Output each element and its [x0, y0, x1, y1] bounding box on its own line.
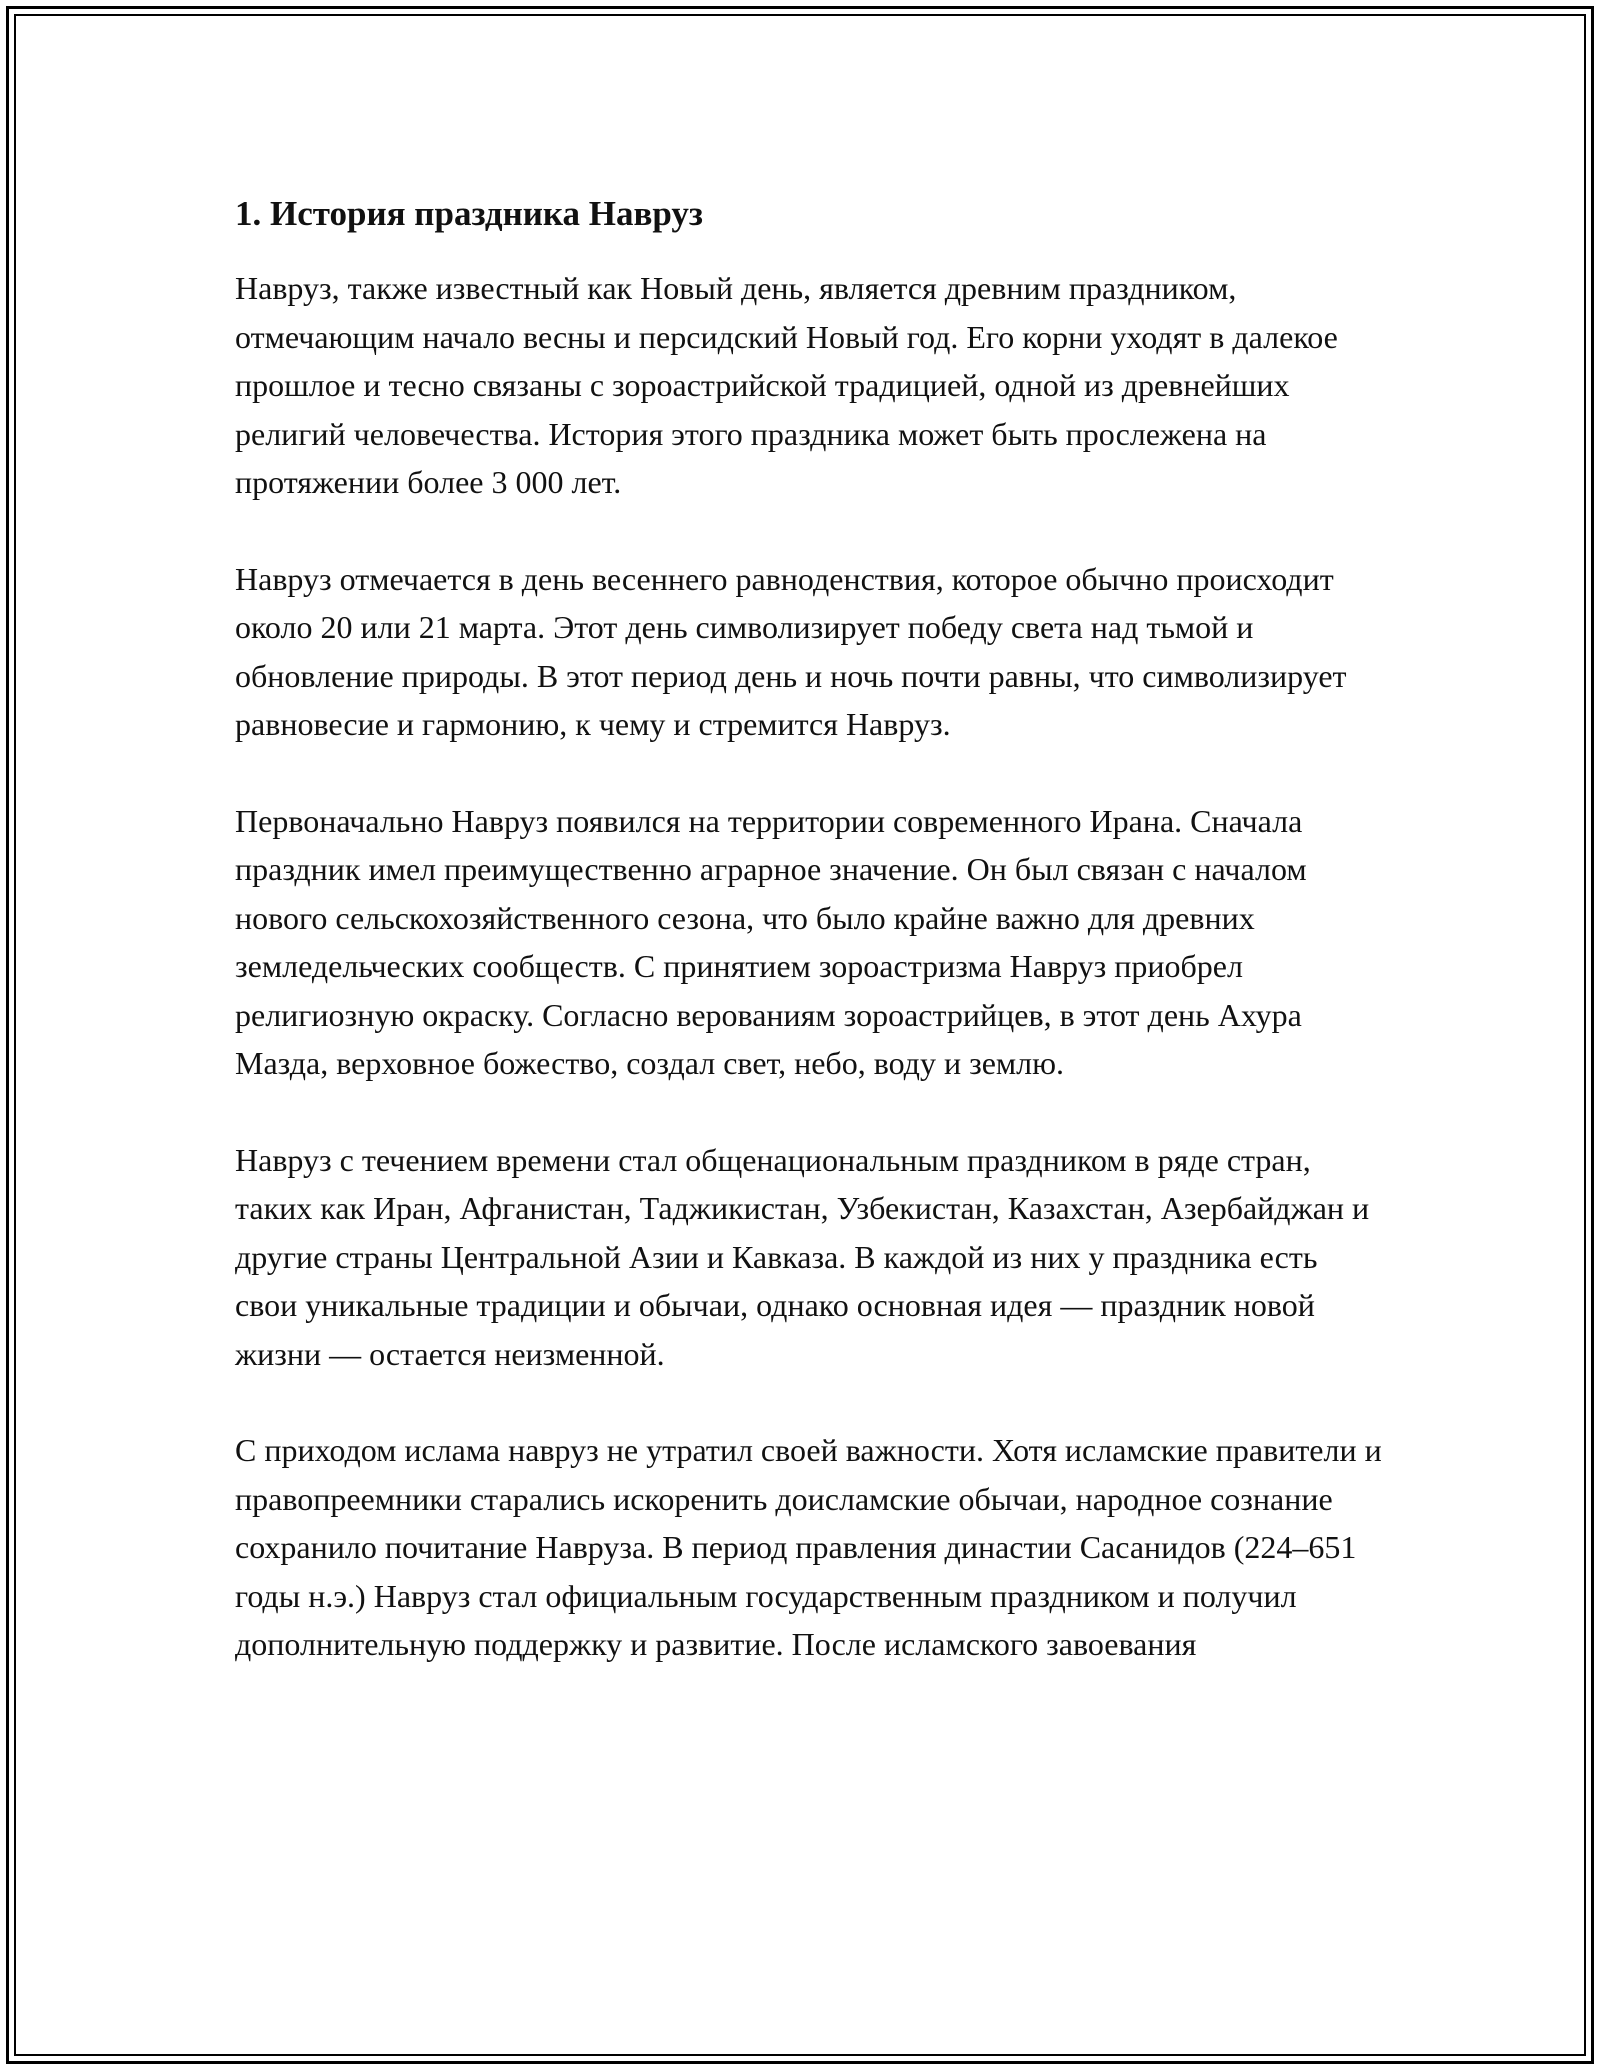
section-heading: 1. История праздника Навруз [235, 194, 703, 233]
paragraph-5: С приходом ислама навруз не утратил своей важности. Хотя исламские правители и правопреемники старались искоренить доисламские обычаи, народное сознание сохранило почитание Навруза. В период правления династии Сасанидов (224–651 годы н.э.) Навруз стал официальным государственным праздником и получил дополнительную поддержку и развитие. После исламского завоевания [235, 1432, 1382, 1662]
paragraph-4: Навруз с течением времени стал общенациональным праздником в ряде стран, таких как Иран, Афганистан, Таджикистан, Узбекистан, Казахстан, Азербайджан и другие страны Центральной Азии и Кавказа. В каждой из них у праздника есть свои уникальные традиции и обычаи, однако основная идея — праздник новой жизни — остается неизменной. [235, 1141, 1370, 1372]
paragraph-2: Навруз отмечается в день весеннего равноденствия, которое обычно происходит около 20 или 21 марта. Этот день символизирует победу света над тьмой и обновление природы. В этот период день и ночь почти равны, что символизирует равновесие и гармонию, к чему и стремится Навруз. [235, 560, 1347, 742]
paragraph-1: Навруз, также известный как Новый день, является древним праздником, отмечающим начало весны и персидский Новый год. Его корни уходят в далекое прошлое и тесно связаны с зороастрийской традицией, одной из древнейших религий человечества. История этого праздника может быть прослежена на протяжении более 3 000 лет. [235, 270, 1338, 500]
paragraph-3: Первоначально Навруз появился на территории современного Ирана. Сначала праздник имел преимущественно аграрное значение. Он был связан с началом нового сельскохозяйственного сезона, что было крайне важно для древних земледельческих сообществ. С принятием зороастризма Навруз приобрел религиозную окраску. Согласно верованиям зороастрийцев, в этот день Ахура Мазда, верховное божество, создал свет, небо, воду и землю. [235, 802, 1307, 1081]
document-body [235, 186, 1385, 1717]
